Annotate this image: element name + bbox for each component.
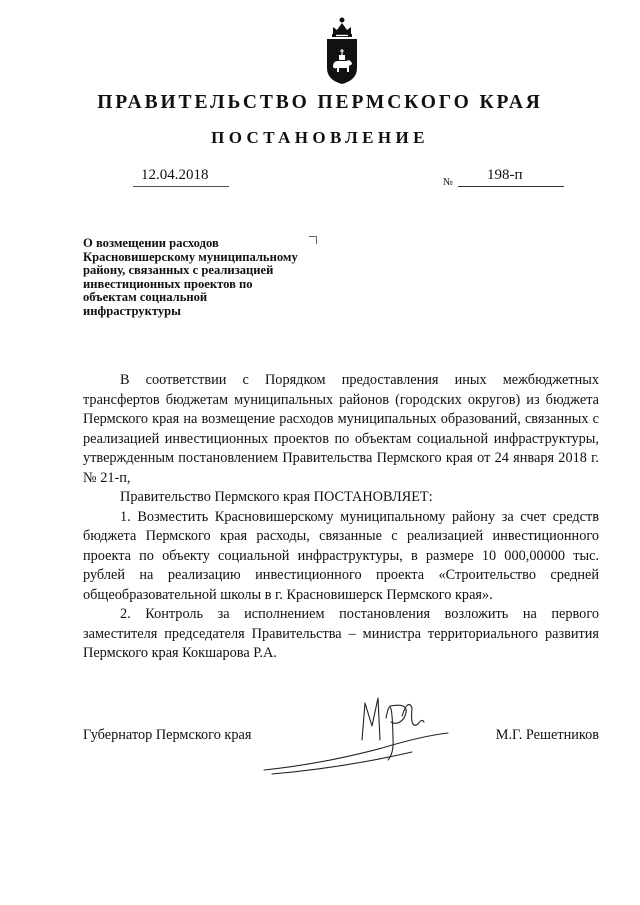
number-sign: № bbox=[443, 177, 454, 188]
government-name: ПРАВИТЕЛЬСТВО ПЕРМСКОГО КРАЯ bbox=[97, 92, 543, 113]
signatory-position: Губернатор Пермского края bbox=[83, 727, 252, 743]
number-underline bbox=[458, 186, 564, 187]
body-paragraph: 1. Возместить Красновишерскому муниципальному району за счет средств бюджета Пермского края расходы, связанные с реализацией инвестиционного проекта по объекту социальной инфраструктуры, в размере 10 000,00000 тыс. рублей на реализацию инвестиционного проекта «Строительство средней общеобразовательной школы в г. Красновишерск Пермского края». bbox=[83, 508, 599, 603]
document-date: 12.04.2018 bbox=[141, 167, 209, 183]
coat-of-arms-icon bbox=[324, 14, 360, 86]
body-paragraph: 2. Контроль за исполнением постановления возложить на первого заместителя председателя Правительства – министра территориального развития Пермского края Кокшарова Р.А. bbox=[83, 606, 599, 661]
date-underline bbox=[133, 186, 229, 187]
body-paragraph: В соответствии с Порядком предоставления иных межбюджетных трансфертов бюджетам муниципальных районов (городских округов) из бюджета Пермского края на возмещение расходов муниципальных образований, связанных с реализацией инвестиционных проектов по объектам социальной инфраструктуры, утвержденным постановлением Правительства Пермского края от 24 января 2018 г. № 21-п, bbox=[83, 372, 599, 486]
body-paragraph: Правительство Пермского края ПОСТАНОВЛЯЕТ: bbox=[120, 489, 433, 505]
signatory-name: М.Г. Решетников bbox=[495, 727, 599, 743]
signature-icon bbox=[262, 678, 452, 778]
document-subject: О возмещении расходов Красновишерскому муниципальному району, связанных с реализацией инвестиционных проектов по объектам социальной инфраструктуры bbox=[83, 236, 298, 318]
document-number: 198-п bbox=[487, 167, 523, 183]
corner-mark bbox=[309, 236, 317, 244]
document-type: ПОСТАНОВЛЕНИЕ bbox=[211, 128, 429, 147]
document-body bbox=[83, 371, 599, 664]
